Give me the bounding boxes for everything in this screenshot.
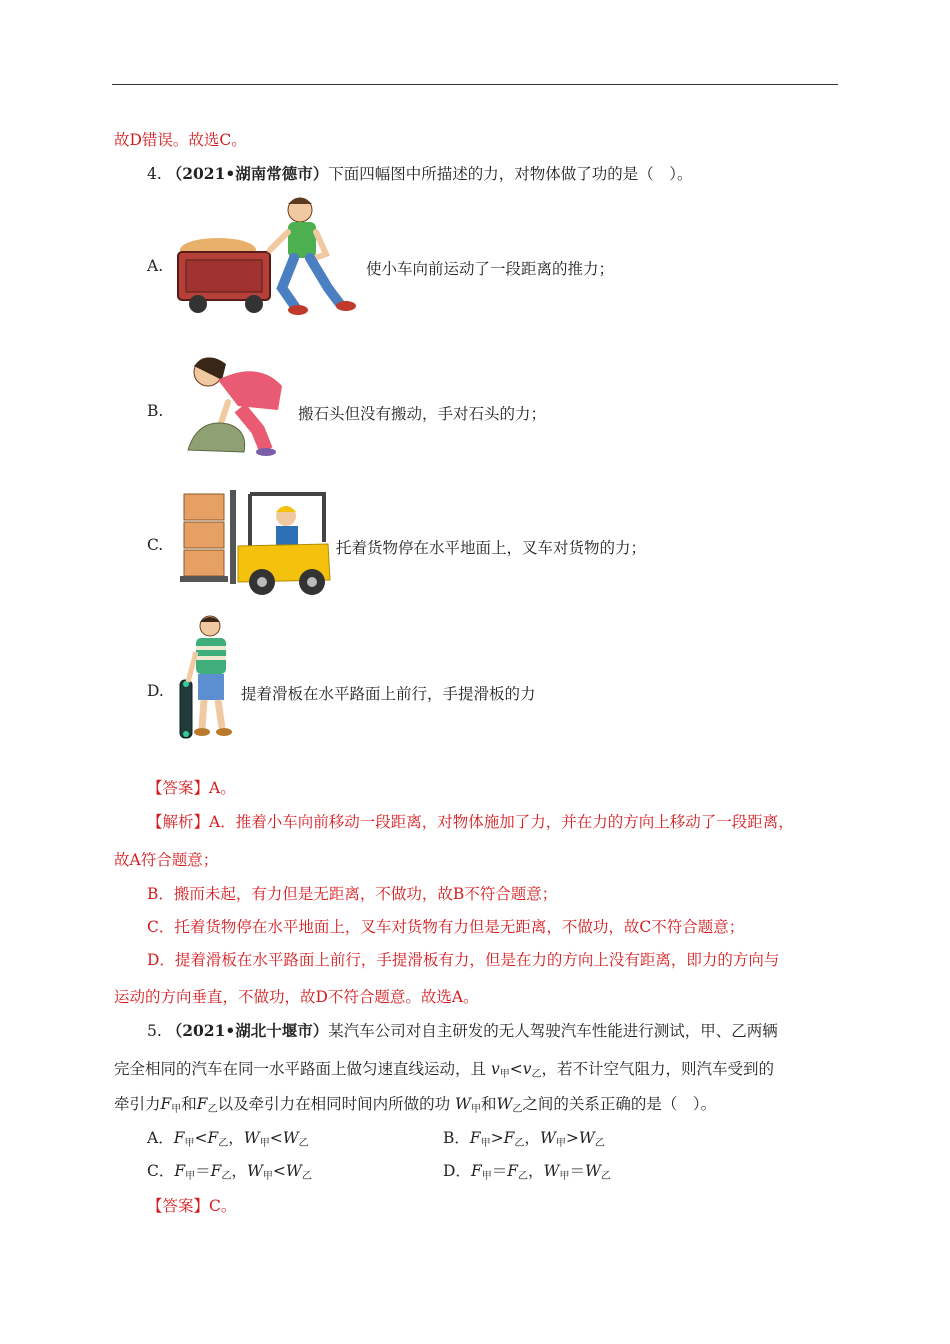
subscript: 乙 <box>207 1104 218 1115</box>
velocity-symbol: v <box>490 1060 500 1078</box>
subscript: 甲 <box>185 1171 196 1182</box>
work-symbol: W <box>543 1162 560 1180</box>
velocity-symbol: v <box>522 1060 532 1078</box>
question-5-line-1 <box>147 1019 778 1041</box>
q4-analysis-line-4: C．托着货物停在水平地面上，叉车对货物有力但是无距离，不做功，故C不符合题意； <box>147 918 745 936</box>
comma: ， <box>231 1162 247 1180</box>
subscript: 乙 <box>514 1138 525 1149</box>
force-symbol: F <box>210 1162 222 1180</box>
subscript: 甲 <box>171 1104 182 1115</box>
q4-option-b-text: 搬石头但没有搬动，手对石头的力； <box>298 405 547 423</box>
force-symbol: F <box>196 1095 208 1113</box>
q4-option-a-letter: A. <box>147 257 164 275</box>
previous-answer-tail: 故D错误。故选C。 <box>114 131 247 149</box>
work-symbol: W <box>243 1129 260 1147</box>
subscript: 乙 <box>594 1138 605 1149</box>
q4-analysis-line-1 <box>147 810 794 832</box>
answer-label: 【答案】 <box>147 779 210 797</box>
subscript: 甲 <box>555 1138 566 1149</box>
option-letter: C． <box>147 1162 175 1180</box>
question-text: 完全相同的汽车在同一水平路面上做匀速直线运动，且 <box>114 1060 487 1078</box>
relation: ＝ <box>569 1162 585 1180</box>
answer-value: C。 <box>209 1197 237 1215</box>
subscript: 甲 <box>499 1069 510 1080</box>
relation: < <box>272 1162 286 1180</box>
question-text: 以及牵引力在相同时间内所做的功 <box>217 1095 451 1113</box>
force-symbol: F <box>469 1129 481 1147</box>
force-symbol: F <box>207 1129 219 1147</box>
header-rule <box>112 84 838 85</box>
subscript: 甲 <box>480 1138 491 1149</box>
answer-label: 【答案】 <box>147 1197 210 1215</box>
subscript: 乙 <box>512 1104 523 1115</box>
work-symbol: W <box>578 1129 595 1147</box>
force-symbol: F <box>160 1095 172 1113</box>
relation: > <box>565 1129 579 1147</box>
q4-analysis-line-3: B．搬而未起，有力但是无距离，不做功，故B不符合题意； <box>147 885 558 903</box>
subscript: 乙 <box>221 1171 232 1182</box>
lift-stone-illustration <box>178 350 293 456</box>
work-symbol: W <box>496 1095 513 1113</box>
relation: ＝ <box>491 1162 508 1180</box>
subscript: 乙 <box>600 1171 611 1182</box>
question-source: （2021•湖北十堰市） <box>166 1021 329 1040</box>
subscript: 甲 <box>184 1138 195 1149</box>
question-5-line-2 <box>114 1057 774 1079</box>
forklift-illustration <box>176 486 336 598</box>
work-symbol: W <box>246 1162 263 1180</box>
question-text: 牵引力 <box>114 1095 161 1113</box>
question-text: 之间的关系正确的是（ ）。 <box>522 1095 717 1113</box>
subscript: 甲 <box>559 1171 570 1182</box>
answer-value: A。 <box>209 779 236 797</box>
work-symbol: W <box>285 1162 302 1180</box>
q4-analysis-line-5: D．提着滑板在水平路面上前行，手提滑板有力，但是在力的方向上没有距离，即力的方向与 <box>147 951 780 969</box>
subscript: 甲 <box>259 1138 270 1149</box>
q4-option-c-letter: C. <box>147 536 164 554</box>
subscript: 乙 <box>531 1069 542 1080</box>
option-letter: D． <box>443 1162 471 1180</box>
skateboard-carry-illustration <box>174 612 238 746</box>
work-symbol: W <box>584 1162 601 1180</box>
question-5-line-3 <box>114 1092 716 1114</box>
q5-answer <box>147 1194 236 1216</box>
subscript: 甲 <box>262 1171 273 1182</box>
cart-push-illustration <box>170 192 362 318</box>
conjunction: 和 <box>181 1095 197 1113</box>
relation: < <box>269 1129 283 1147</box>
question-number: 5. <box>147 1022 162 1040</box>
comma: ， <box>524 1129 540 1147</box>
q4-option-a-text: 使小车向前运动了一段距离的推力； <box>366 260 615 278</box>
subscript: 乙 <box>298 1138 309 1149</box>
work-symbol: W <box>539 1129 556 1147</box>
question-text: ，若不计空气阻力，则汽车受到的 <box>541 1060 774 1078</box>
relation: ＝ <box>195 1162 211 1180</box>
q4-answer <box>147 776 236 798</box>
question-4-stem <box>147 162 693 184</box>
subscript: 乙 <box>218 1138 229 1149</box>
subscript: 甲 <box>470 1104 481 1115</box>
force-symbol: F <box>507 1162 518 1180</box>
q4-analysis-line-2: 故A符合题意； <box>114 851 219 869</box>
conjunction: 和 <box>480 1095 497 1113</box>
option-letter: B． <box>443 1129 470 1147</box>
comma: ， <box>527 1162 544 1180</box>
analysis-label: 【解析】 <box>147 813 210 831</box>
option-letter: A． <box>147 1129 174 1147</box>
question-number: 4. <box>147 165 162 183</box>
force-symbol: F <box>174 1162 186 1180</box>
comma: ， <box>228 1129 244 1147</box>
work-symbol: W <box>282 1129 299 1147</box>
analysis-text: A．推着小车向前移动一段距离，对物体施加了力，并在力的方向上移动了一段距离， <box>209 813 794 831</box>
force-symbol: F <box>173 1129 185 1147</box>
q5-option-d <box>443 1159 611 1181</box>
q5-option-a <box>147 1126 309 1148</box>
work-symbol: W <box>455 1095 471 1113</box>
q4-analysis-line-6: 运动的方向垂直，不做功，故D不符合题意。故选A。 <box>114 988 479 1006</box>
subscript: 甲 <box>481 1171 492 1182</box>
subscript: 乙 <box>517 1171 528 1182</box>
q5-option-b <box>443 1126 605 1148</box>
q4-option-d-letter: D. <box>147 682 164 700</box>
q5-option-c <box>147 1159 312 1181</box>
relation: < <box>194 1129 208 1147</box>
question-source: （2021•湖南常德市） <box>166 164 329 183</box>
subscript: 乙 <box>301 1171 312 1182</box>
relation: > <box>490 1129 504 1147</box>
question-text: 下面四幅图中所描述的力，对物体做了功的是（ ）。 <box>328 165 693 183</box>
q4-option-d-text: 提着滑板在水平路面上前行，手提滑板的力 <box>241 685 536 703</box>
q4-option-b-letter: B. <box>147 402 164 420</box>
force-symbol: F <box>503 1129 515 1147</box>
question-text: 某汽车公司对自主研发的无人驾驶汽车性能进行测试，甲、乙两辆 <box>328 1022 778 1040</box>
relation: < <box>509 1060 523 1078</box>
force-symbol: F <box>470 1162 482 1180</box>
q4-option-c-text: 托着货物停在水平地面上，叉车对货物的力； <box>336 539 647 557</box>
